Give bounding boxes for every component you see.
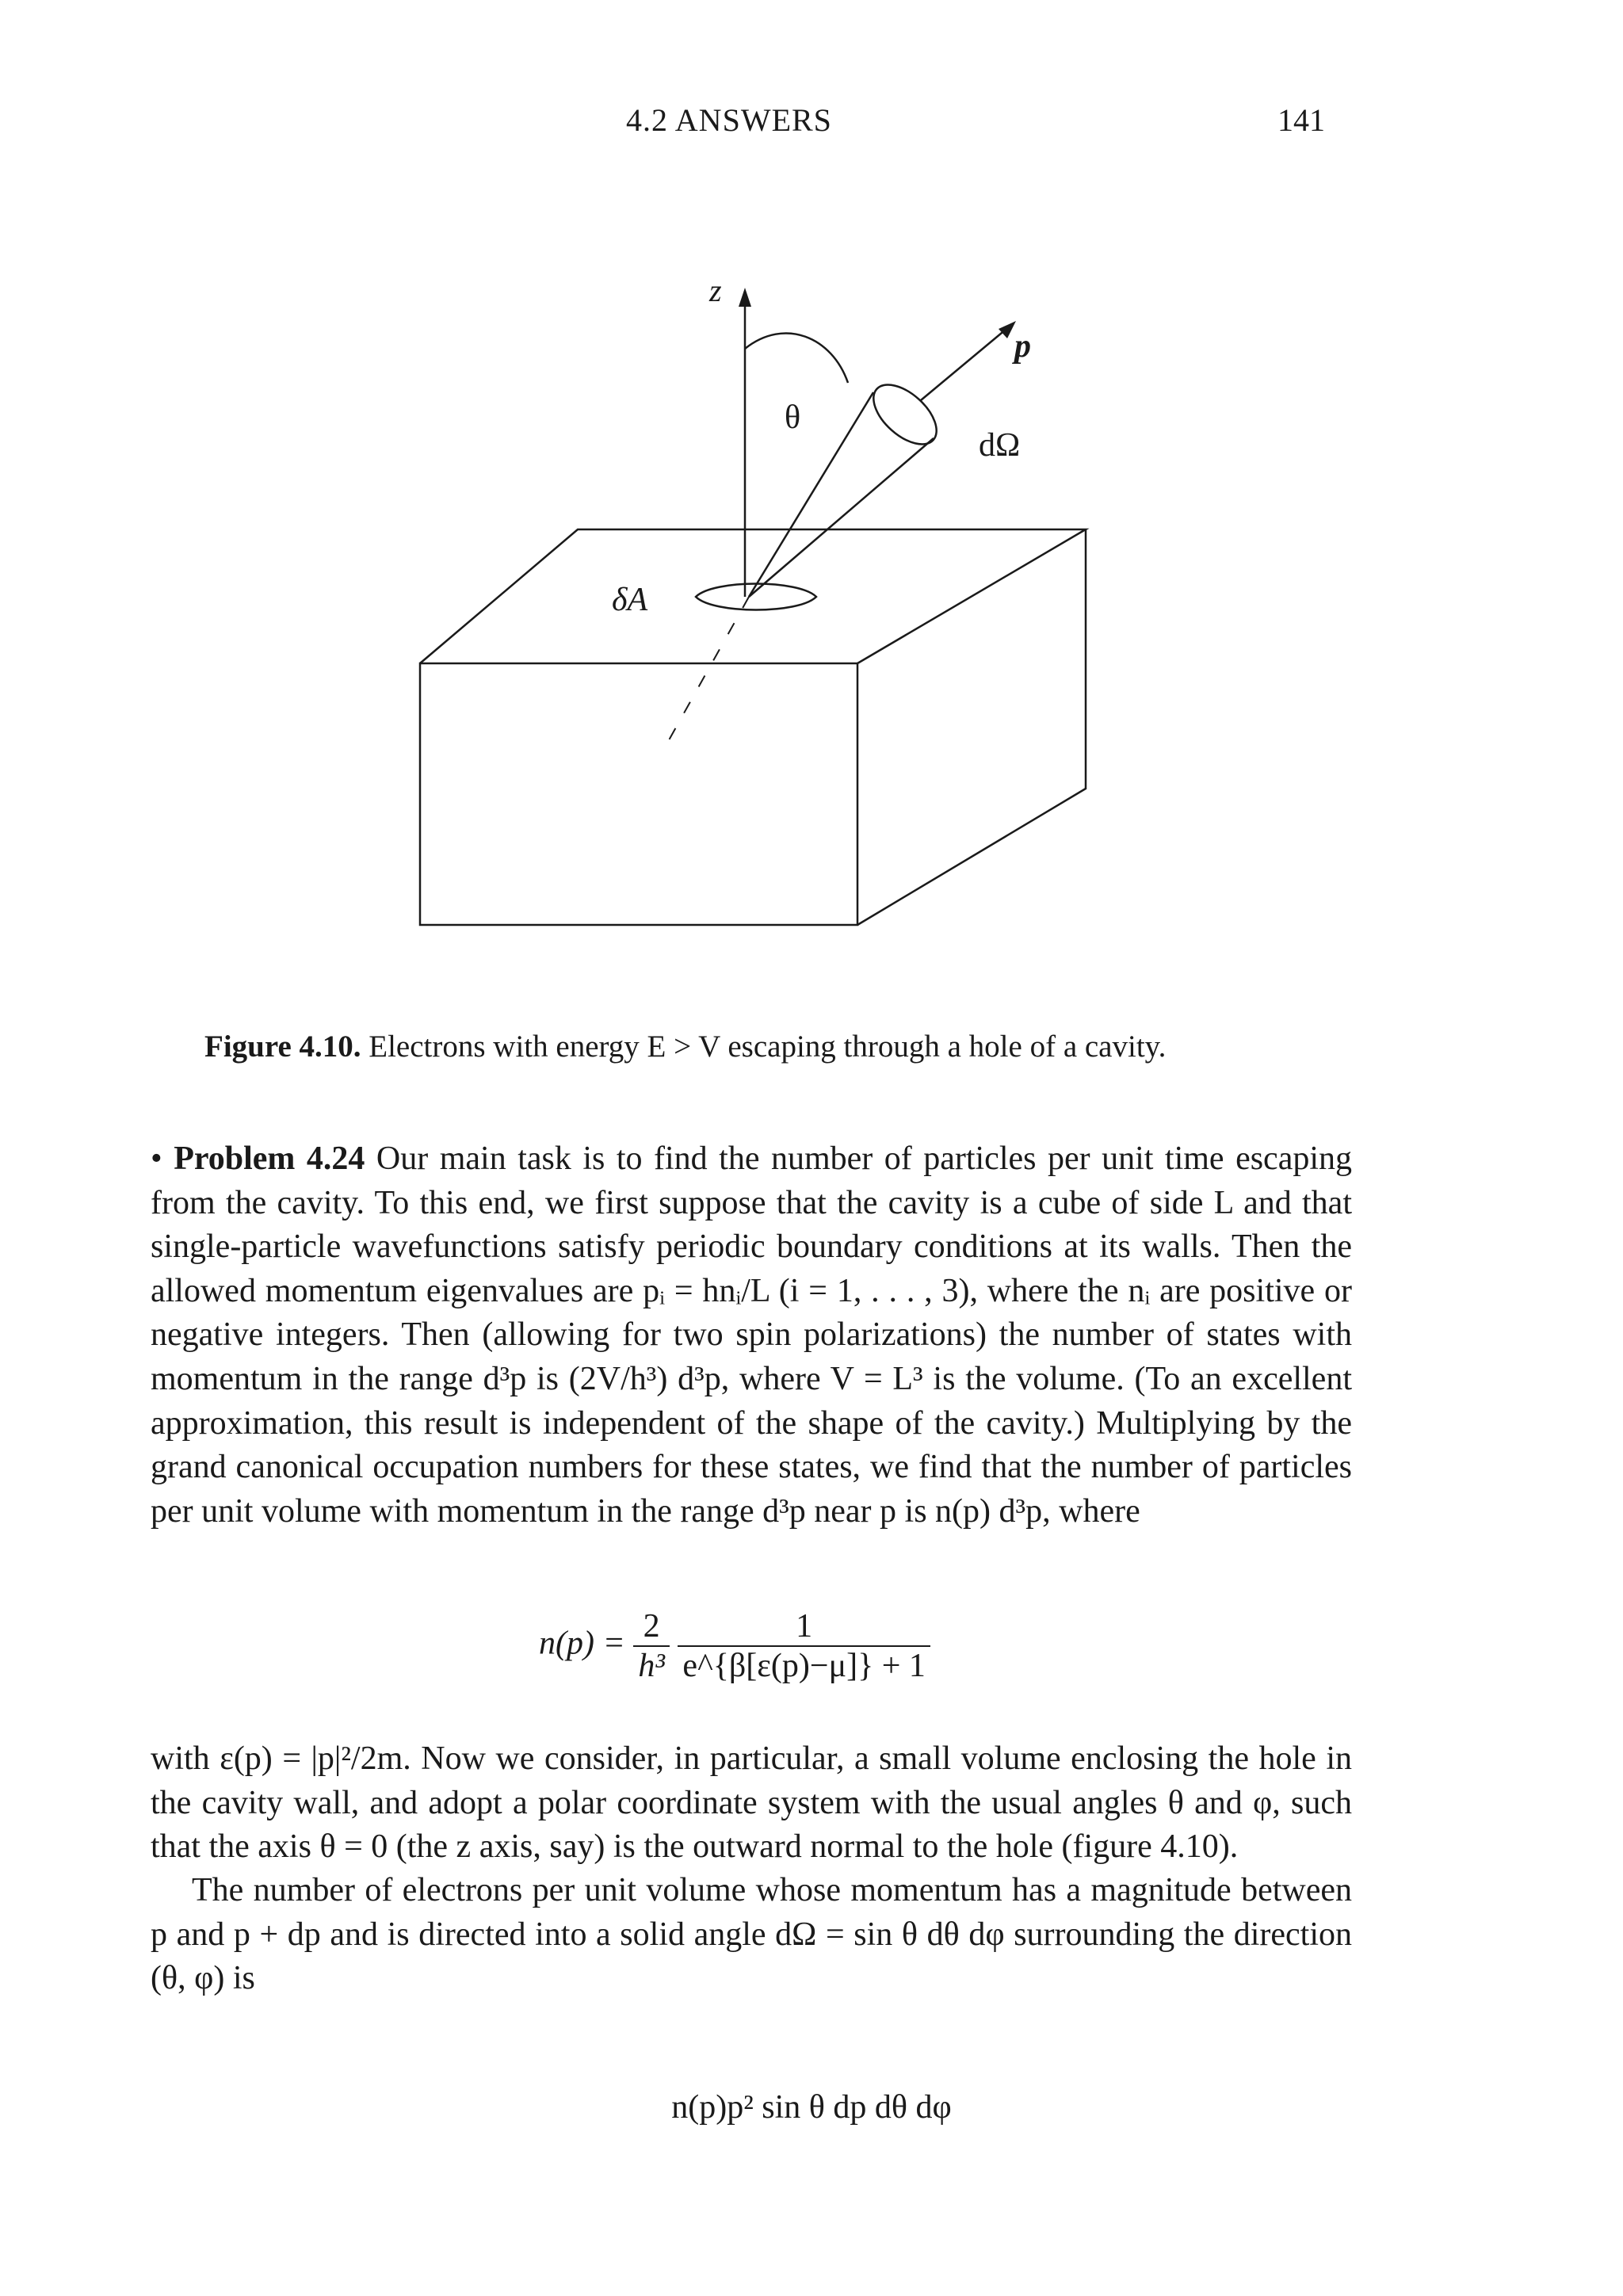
box-top-face: [420, 529, 1086, 663]
bullet: •: [151, 1140, 162, 1177]
running-head: [0, 101, 1623, 149]
hidden-line: [662, 597, 749, 753]
p-label: p: [1014, 328, 1031, 365]
problem-paragraph-2: [151, 1737, 1352, 1870]
deltaA-label: δA: [612, 582, 648, 618]
hole-ellipse: [696, 584, 816, 610]
paragraph-2-text: with ε(p) = |p|²/2m. Now we consider, in particular, a small volume enclosing the hole in the cavity wall, and adopt a polar coordinate system with the usual angles θ and φ, such that the axis θ = 0 (the z axis, say) is the outward normal to the hole (figure 4.10).: [151, 1740, 1352, 1866]
cavity-figure: [388, 266, 1102, 931]
paragraph-3-text: The number of electrons per unit volume whose momentum has a magnitude between p and p + dp and is directed into a solid angle dΩ = sin θ dθ dφ surrounding the direction (θ, φ) is: [151, 1872, 1352, 1997]
problem-paragraph-3: [151, 1869, 1352, 2001]
problem-paragraph-1: [151, 1137, 1352, 1534]
caption-label: Figure 4.10.: [204, 1030, 361, 1064]
theta-arc: [745, 333, 848, 383]
caption-text: Electrons with energy E > V escaping through a hole of a cavity.: [369, 1030, 1167, 1064]
cone-edge-left: [749, 392, 873, 597]
figure-caption: [204, 1029, 1166, 1064]
page-number: 141: [1277, 102, 1325, 138]
solid-angle-ellipse: [863, 374, 947, 456]
equation-electron-count: n(p)p² sin θ dp dθ dφ: [671, 2089, 952, 2126]
box-side-face: [857, 529, 1086, 925]
equation-n-of-p: [539, 1607, 930, 1685]
paragraph-1-text: Our main task is to find the number of particles per unit time escaping from the cavity. To this end, we first suppose that the cavity is a cube of side L and that single-particle wavefunctions satisfy periodic boundary conditions at its walls. Then the allowed momentum eigenvalues are pᵢ = hnᵢ/L (i = 1, . . . , 3), where the nᵢ are positive or negative integers. Then (allowing for two spin polarizations) the number of states with momentum in the range d³p is (2V/h³) d³p, where V = L³ is the volume. (To an excellent approximation, this result is independent of the shape of the cavity.) Multiplying by the grand canonical occupation numbers for these states, we find that the number of particles per unit volume with momentum in the range d³p near p is n(p) d³p, where: [151, 1140, 1353, 1530]
section-title: 4.2 ANSWERS: [626, 102, 832, 138]
z-arrow-head: [739, 288, 751, 307]
eq1-fraction-2: $\frac{1}{e\^{}\{\beta[\varepsilon(p)-\mu]\} + 1}$: [678, 1607, 930, 1685]
theta-label: θ: [785, 399, 801, 436]
cone-edge-right: [749, 438, 934, 597]
eq1-lhs: n(p) =: [539, 1625, 625, 1662]
z-label: z: [709, 273, 722, 308]
p-arrow-line: [921, 329, 1006, 400]
p-arrow-head: [999, 321, 1016, 338]
domega-label: dΩ: [979, 427, 1021, 464]
eq1-fraction-1: $\frac{2}{\text{h³}}$: [633, 1607, 670, 1685]
box-front-face: [420, 663, 857, 925]
problem-heading: Problem 4.24: [174, 1140, 365, 1177]
